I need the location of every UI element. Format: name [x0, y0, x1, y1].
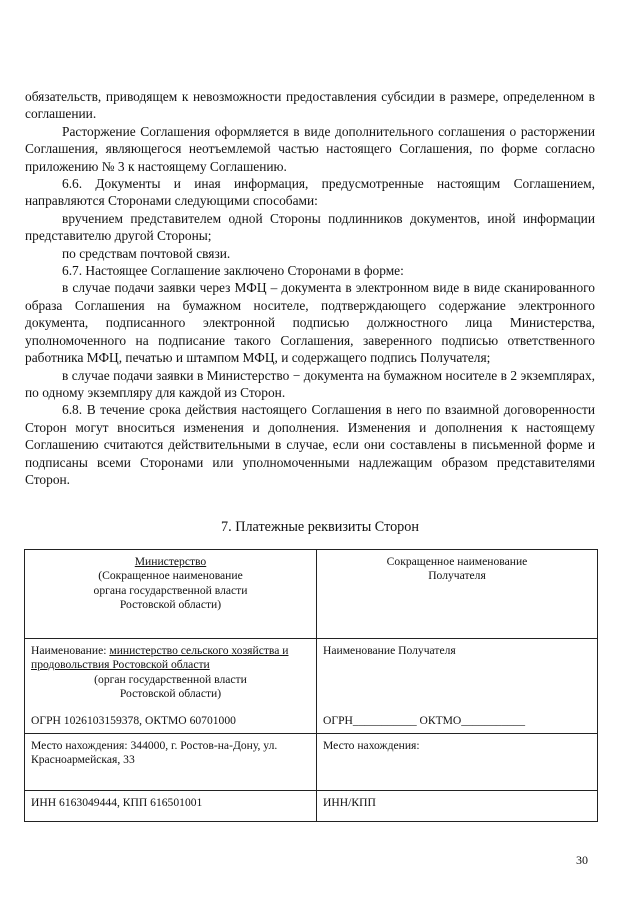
ministry-subtitle: Ростовской области) — [119, 598, 222, 612]
paragraph: в случае подачи заявки через МФЦ – документа в электронном виде в виде сканированного образа Соглашения на бумажном носителе, подтверждающего содержание электронного документа, подписанного электронной подписью должностного лица Министерства, уполномоченного на подписание такого Соглашения, заверенного подписью ответственного работника МФЦ, печатью и штампом МФЦ, и содержащего подпись Получателя; — [25, 280, 595, 366]
paragraph: 6.8. В течение срока действия настоящего Соглашения в него по взаимной договоренности Сторон могут вноситься изменения и дополнения. Изменения и дополнения к настоящему Соглашению считаются действительными в случае, если они составлены в письменной форме и подписаны всеми Сторонами или уполномоченными надлежащим образом представителями Сторон. — [25, 402, 595, 487]
paragraph: в случае подачи заявки в Министерство − документа на бумажном носителе в 2 экземплярах, по одному экземпляру для каждой из Сторон. — [25, 367, 595, 400]
table-row — [25, 550, 598, 639]
ministry-subtitle: органа государственной власти — [93, 583, 248, 597]
recipient-address: Место нахождения: — [317, 734, 598, 791]
recipient-ogrn: ОГРН___________ ОКТМО___________ — [323, 713, 526, 727]
recipient-inn: ИНН/КПП — [317, 791, 598, 822]
ministry-name-sub: Ростовской области) — [119, 687, 222, 701]
ministry-address: Место нахождения: 344000, г. Ростов-на-Дону, ул. Красноармейская, 33 — [25, 734, 317, 791]
name-label: Наименование: — [31, 644, 110, 657]
table-row — [25, 639, 598, 734]
paragraph: 6.6. Документы и иная информация, предусмотренные настоящим Соглашением, направляются Сторонами следующими способами: — [25, 176, 595, 209]
recipient-title: Сокращенное наименование — [386, 555, 528, 568]
ministry-subtitle: (Сокращенное наименование — [98, 569, 243, 583]
paragraph: по средствам почтовой связи. — [62, 245, 231, 261]
recipient-title: Получателя — [428, 569, 486, 583]
ministry-header-cell — [25, 550, 317, 639]
ministry-title: Министерство — [134, 555, 207, 568]
ministry-inn: ИНН 6163049444, КПП 616501001 — [25, 791, 317, 822]
recipient-name-cell — [317, 639, 598, 734]
section-heading: 7. Платежные реквизиты Сторон — [221, 519, 419, 535]
paragraph: 6.7. Настоящее Соглашение заключено Сторонами в форме: — [62, 263, 404, 279]
paragraph: обязательств, приводящем к невозможности предоставления субсидии в размере, определенном в соглашении. — [25, 89, 595, 122]
page-number: 30 — [576, 853, 588, 867]
ministry-ogrn: ОГРН 1026103159378, ОКТМО 60701000 — [31, 713, 236, 727]
agreement-body — [25, 88, 595, 488]
paragraph: вручением представителем одной Стороны подлинников документов, иной информации представителю другой Стороны; — [25, 210, 595, 244]
payment-details-table — [24, 549, 598, 822]
recipient-name: Наименование Получателя — [323, 644, 456, 657]
ministry-name-cell — [25, 639, 317, 734]
ministry-name: министерство сельского хозяйства и продовольствия Ростовской области — [31, 644, 289, 672]
recipient-header-cell — [317, 550, 598, 639]
ministry-name-sub: (орган государственной власти — [94, 672, 247, 686]
table-row — [25, 791, 598, 822]
paragraph: Расторжение Соглашения оформляется в виде дополнительного соглашения о расторжении Соглашения, являющегося неотъемлемой частью настоящего Соглашения, по форме согласно приложению № 3 к настоящему Соглашению. — [25, 123, 595, 174]
table-row — [25, 734, 598, 791]
